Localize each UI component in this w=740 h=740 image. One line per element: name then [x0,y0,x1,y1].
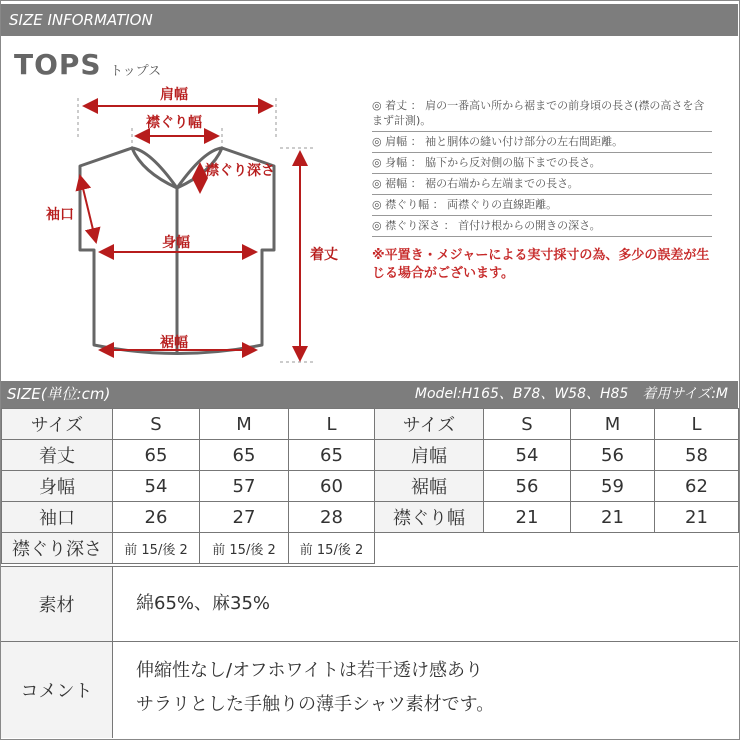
table-row [2,471,739,502]
label-neck-width: 襟ぐり幅 [146,115,202,131]
table-cell: S [484,409,571,440]
label-shoulder: 肩幅 [160,87,188,103]
desc-body: ◎ 身幅 ： 脇下から反対側の脇下までの長さ。 [372,153,712,174]
section-header: SIZE INFORMATION [1,4,738,36]
table-cell: M [200,409,289,440]
table-cell: 65 [289,440,375,471]
table-row-neck-depth [2,533,739,564]
table-cell: 54 [113,471,200,502]
comment-row [1,641,738,738]
table-cell: 肩幅 [375,440,484,471]
table-cell: 65 [200,440,289,471]
table-cell: 57 [200,471,289,502]
label-cuff: 袖口 [46,207,74,223]
table-row [2,502,739,533]
label-neck-depth: 襟ぐり深さ [205,163,275,179]
label-length: 着丈 [310,247,338,263]
measurement-note: ※平置き・メジャーによる実寸採寸の為、多少の誤差が生じる場合がございます。 [372,248,710,281]
table-cell: 前 15/後 2 [289,533,375,564]
desc-shoulder: ◎ 肩幅 ： 袖と胴体の縫い付け部分の左右間距離。 [372,132,712,153]
model-info: Model:H165、B78、W58、H85 着用サイズ:M [414,386,728,402]
table-header-row [2,409,739,440]
table-cell: 裾幅 [375,471,484,502]
table-cell: サイズ [2,409,113,440]
comment-label: コメント [1,642,113,738]
table-cell: L [289,409,375,440]
table-cell: 前 15/後 2 [200,533,289,564]
table-cell: 21 [571,502,655,533]
comment-line-1: 伸縮性なし/オフホワイトは若干透け感あり [136,660,483,681]
table-cell: 襟ぐり深さ [2,533,113,564]
table-cell: M [571,409,655,440]
table-cell: L [655,409,739,440]
material-value: 綿65%、麻35% [136,593,271,614]
label-hem: 裾幅 [160,335,188,351]
table-cell: 着丈 [2,440,113,471]
table-cell: サイズ [375,409,484,440]
desc-length: ◎ 着丈 ： 肩の一番高い所から裾までの前身頃の長さ(襟の高さを含まず計測)。 [372,96,712,132]
table-cell: 56 [484,471,571,502]
table-cell: 62 [655,471,739,502]
table-cell: 56 [571,440,655,471]
table-cell: 襟ぐり幅 [375,502,484,533]
table-cell: 65 [113,440,200,471]
table-cell: 59 [571,471,655,502]
guide-lines [78,98,315,362]
table-cell: 前 15/後 2 [113,533,200,564]
measure-arrows [80,106,300,360]
tops-title: TOPS [14,48,102,81]
table-cell: S [113,409,200,440]
table-cell: 袖口 [2,502,113,533]
size-table [1,408,739,564]
table-cell: 27 [200,502,289,533]
desc-neck-depth: ◎ 襟ぐり深さ ： 首付け根からの開きの深さ。 [372,216,712,237]
material-row [1,566,738,641]
table-cell: 21 [655,502,739,533]
table-cell: 60 [289,471,375,502]
table-cell: 54 [484,440,571,471]
measurement-descriptions [372,96,712,237]
table-row [2,440,739,471]
tops-subtitle: トップス [110,64,162,79]
table-cell: 26 [113,502,200,533]
table-cell: 58 [655,440,739,471]
label-body: 身幅 [162,235,190,251]
desc-hem: ◎ 裾幅 ： 裾の右端から左端までの長さ。 [372,174,712,195]
table-cell: 身幅 [2,471,113,502]
desc-neck-width: ◎ 襟ぐり幅 ： 両襟ぐりの直線距離。 [372,195,712,216]
material-label: 素材 [1,567,113,641]
comment-line-2: サラリとした手触りの薄手シャツ素材です。 [136,694,495,715]
empty-cell [375,533,739,564]
size-header [1,381,738,408]
size-unit-label: SIZE(単位:cm) [7,385,111,403]
table-cell: 28 [289,502,375,533]
table-cell: 21 [484,502,571,533]
